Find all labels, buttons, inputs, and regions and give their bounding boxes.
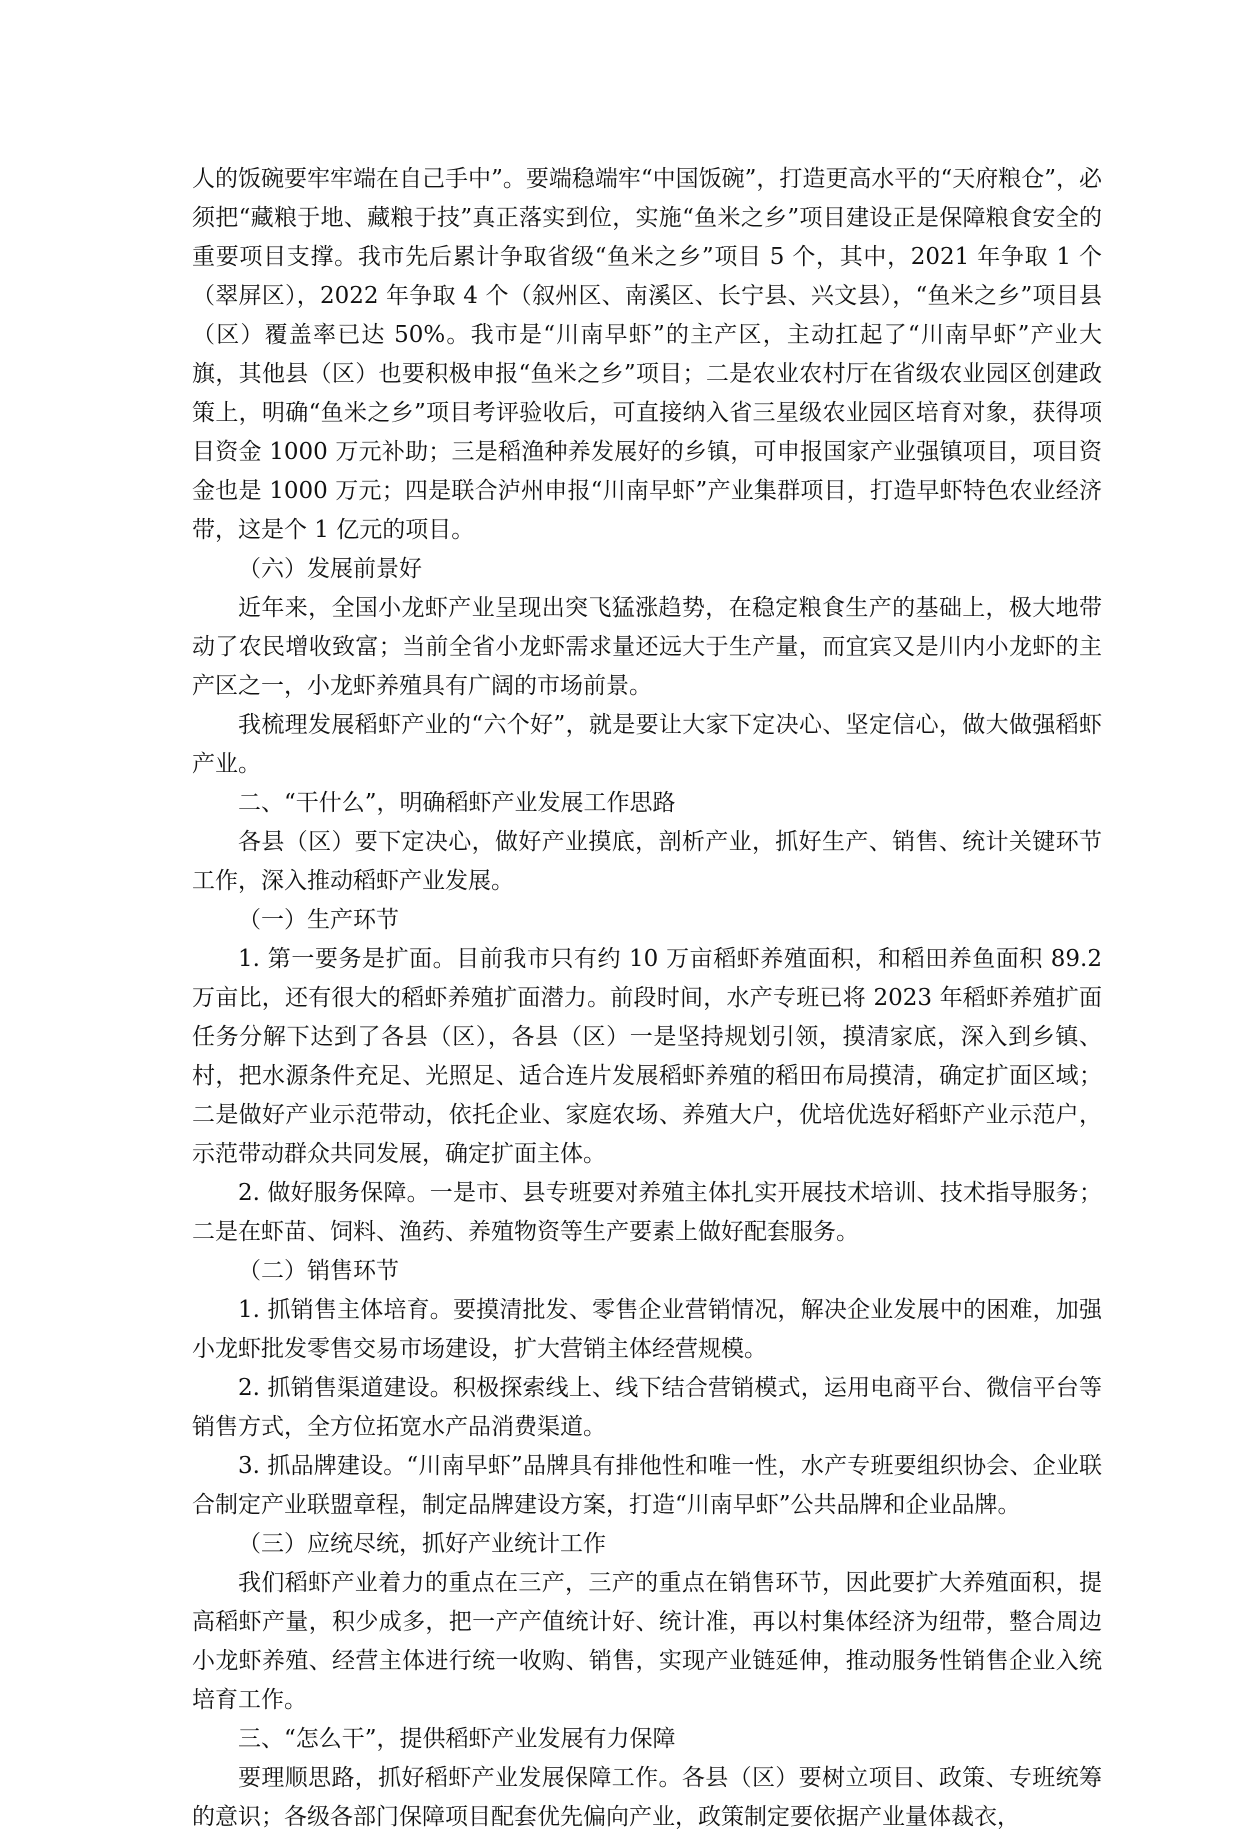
paragraph: 近年来，全国小龙虾产业呈现出突飞猛涨趋势，在稳定粮食生产的基础上，极大地带动了农民增收致富；当前全省小龙虾需求量还远大于生产量，而宜宾又是川内小龙虾的主产区之一，小龙虾养殖具有广阔的市场前景。 bbox=[192, 595, 1102, 699]
list-item: 2. 做好服务保障。一是市、县专班要对养殖主体扎实开展技术培训、技术指导服务；二是在虾苗、饲料、渔药、养殖物资等生产要素上做好配套服务。 bbox=[192, 1180, 1102, 1245]
paragraph: 我梳理发展稻虾产业的“六个好”，就是要让大家下定决心、坚定信心，做大做强稻虾产业。 bbox=[192, 712, 1102, 777]
paragraph-continuation: 人的饭碗要牢牢端在自己手中”。要端稳端牢“中国饭碗”，打造更高水平的“天府粮仓”，必须把“藏粮于地、藏粮于技”真正落实到位，实施“鱼米之乡”项目建设正是保障粮食安全的重要项目支撑。我市先后累计争取省级“鱼米之乡”项目 5 个，其中，2021 年争取 1 个（翠屏区），2022 年争取 4 个（叙州区、南溪区、长宁县、兴文县），“鱼米之乡”项目县（区）覆盖率已达 50%。我市是“川南早虾”的主产区，主动扛起了“川南早虾”产业大旗，其他县（区）也要积极申报“鱼米之乡”项目；二是农业农村厅在省级农业园区创建政策上，明确“鱼米之乡”项目考评验收后，可直接纳入省三星级农业园区培育对象，获得项目资金 1000 万元补助；三是稻渔种养发展好的乡镇，可申报国家产业强镇项目，项目资金也是 1000 万元；四是联合泸州申报“川南早虾”产业集群项目，打造早虾特色农业经济带，这是个 1 亿元的项目。 bbox=[192, 166, 1102, 543]
paragraph: 要理顺思路，抓好稻虾产业发展保障工作。各县（区）要树立项目、政策、专班统筹的意识；各级各部门保障项目配套优先偏向产业，政策制定要依据产业量体裁衣， bbox=[192, 1765, 1102, 1830]
list-item: 3. 抓品牌建设。“川南早虾”品牌具有排他性和唯一性，水产专班要组织协会、企业联合制定产业联盟章程，制定品牌建设方案，打造“川南早虾”公共品牌和企业品牌。 bbox=[192, 1453, 1102, 1518]
list-item: 1. 抓销售主体培育。要摸清批发、零售企业营销情况，解决企业发展中的困难，加强小龙虾批发零售交易市场建设，扩大营销主体经营规模。 bbox=[192, 1297, 1102, 1362]
section-heading-what: 二、“干什么”，明确稻虾产业发展工作思路 bbox=[238, 790, 676, 816]
subheading-sales: （二）销售环节 bbox=[238, 1258, 399, 1284]
paragraph: 各县（区）要下定决心，做好产业摸底，剖析产业，抓好生产、销售、统计关键环节工作，深入推动稻虾产业发展。 bbox=[192, 829, 1102, 894]
subheading-statistics: （三）应统尽统，抓好产业统计工作 bbox=[238, 1531, 606, 1557]
paragraph: 我们稻虾产业着力的重点在三产，三产的重点在销售环节，因此要扩大养殖面积，提高稻虾产量，积少成多，把一产产值统计好、统计准，再以村集体经济为纽带，整合周边小龙虾养殖、经营主体进行统一收购、销售，实现产业链延伸，推动服务性销售企业入统培育工作。 bbox=[192, 1570, 1102, 1713]
list-item: 1. 第一要务是扩面。目前我市只有约 10 万亩稻虾养殖面积，和稻田养鱼面积 89.2 万亩比，还有很大的稻虾养殖扩面潜力。前段时间，水产专班已将 2023 年稻虾养殖扩面任务分解下达到了各县（区），各县（区）一是坚持规划引领，摸清家底，深入到乡镇、村，把水源条件充足、光照足、适合连片发展稻虾养殖的稻田布局摸清，确定扩面区域；二是做好产业示范带动，依托企业、家庭农场、养殖大户，优培优选好稻虾产业示范户，示范带动群众共同发展，确定扩面主体。 bbox=[192, 946, 1102, 1167]
document-page bbox=[192, 160, 1102, 1837]
subheading-production: （一）生产环节 bbox=[238, 907, 399, 933]
subheading-prospects: （六）发展前景好 bbox=[238, 556, 422, 582]
section-heading-how: 三、“怎么干”，提供稻虾产业发展有力保障 bbox=[238, 1726, 676, 1752]
list-item: 2. 抓销售渠道建设。积极探索线上、线下结合营销模式，运用电商平台、微信平台等销售方式，全方位拓宽水产品消费渠道。 bbox=[192, 1375, 1102, 1440]
